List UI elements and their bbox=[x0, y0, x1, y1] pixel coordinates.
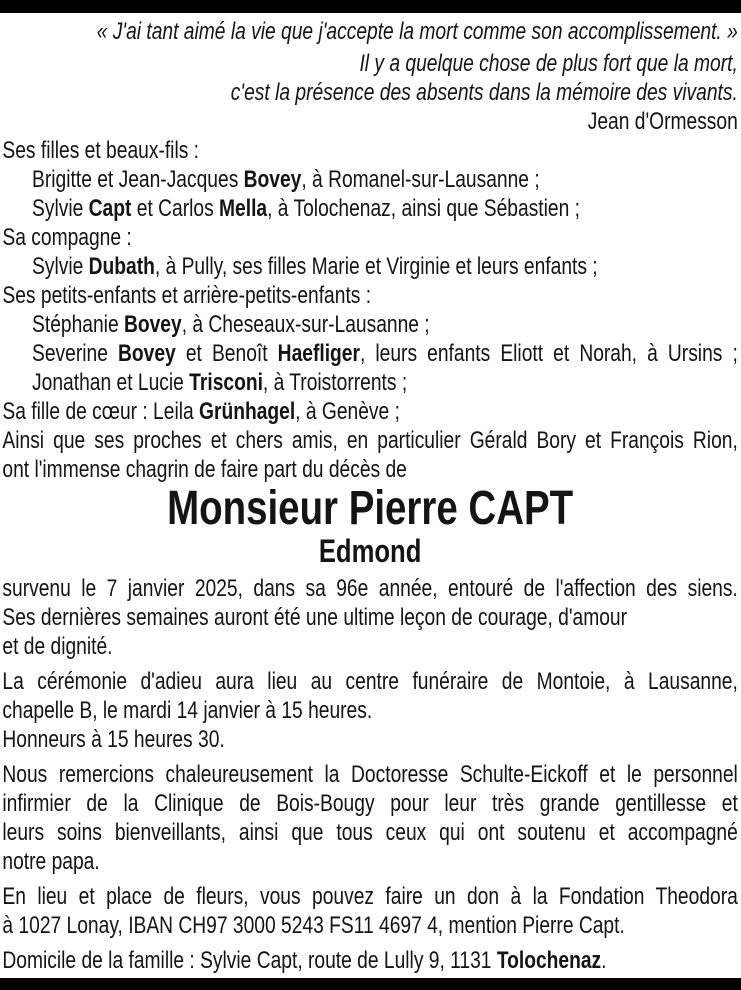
text-segment: ont l'immense chagrin de faire part du décès de bbox=[2, 456, 407, 483]
text-line bbox=[2, 368, 737, 397]
quote-line-3: c'est la présence des absents dans la mémoire des vivants. bbox=[230, 79, 738, 106]
text-segment: , à Genève ; bbox=[295, 398, 400, 425]
text-segment: , à Cheseaux-sur-Lausanne ; bbox=[181, 311, 430, 338]
text-segment: Ses dernières semaines auront été une ultime leçon de courage, d'amour bbox=[2, 604, 628, 631]
text-line bbox=[2, 911, 737, 940]
text-segment: Ses petits-enfants et arrière-petits-enfants : bbox=[2, 282, 372, 309]
bold-surname-text: Grünhagel bbox=[199, 398, 296, 425]
text-line bbox=[2, 136, 737, 165]
text-line bbox=[2, 603, 737, 632]
text-segment: leurs soins bienveillants, ainsi que tous ceux qui ont soutenu et accompagné bbox=[2, 819, 738, 846]
opening-quote-block bbox=[2, 17, 737, 136]
text-line bbox=[2, 194, 737, 223]
text-segment: survenu le 7 janvier 2025, dans sa 96e année, entouré de l'affection des siens. bbox=[2, 575, 738, 602]
bottom-border-bar bbox=[0, 978, 741, 990]
family-address-paragraph bbox=[2, 946, 737, 975]
text-segment: Brigitte et Jean-Jacques bbox=[32, 166, 244, 193]
text-segment: et Benoît bbox=[175, 340, 278, 367]
text-segment: et Carlos bbox=[131, 195, 220, 222]
text-segment: Sylvie bbox=[32, 253, 89, 280]
text-segment: notre papa. bbox=[2, 848, 100, 875]
text-segment: , à Troistorrents ; bbox=[262, 369, 408, 396]
text-segment: Stéphanie bbox=[32, 311, 124, 338]
text-segment: Ses filles et beaux-fils : bbox=[2, 137, 200, 164]
bold-surname-text: Haefliger bbox=[277, 340, 360, 367]
text-segment: et de dignité. bbox=[2, 633, 113, 660]
text-line bbox=[2, 165, 737, 194]
text-segment: , à Tolochenaz, ainsi que Sébastien ; bbox=[267, 195, 580, 222]
text-line bbox=[2, 223, 737, 252]
text-segment: . bbox=[601, 947, 607, 974]
death-announcement-paragraph bbox=[2, 574, 737, 661]
donation-paragraph bbox=[2, 882, 737, 940]
deceased-middle-name: Edmond bbox=[318, 533, 422, 569]
text-segment: Jonathan et Lucie bbox=[32, 369, 190, 396]
text-line bbox=[2, 455, 737, 484]
family-listing-section bbox=[2, 136, 737, 484]
bold-surname-text: Tolochenaz bbox=[496, 947, 602, 974]
text-segment: infirmier de la Clinique de Bois-Bougy pour leur très grande gentillesse et bbox=[2, 790, 738, 817]
text-line bbox=[2, 818, 737, 847]
bold-surname-text: Bovey bbox=[243, 166, 302, 193]
bold-surname-text: Trisconi bbox=[189, 369, 263, 396]
quote-line-1: « J'ai tant aimé la vie que j'accepte la mort comme son accomplissement. » bbox=[96, 18, 738, 45]
text-segment: Severine bbox=[32, 340, 119, 367]
bold-surname-text: Bovey bbox=[123, 311, 182, 338]
text-line bbox=[2, 725, 737, 754]
text-segment: , à Pully, ses filles Marie et Virginie et leurs enfants ; bbox=[154, 253, 598, 280]
text-line bbox=[2, 252, 737, 281]
text-line bbox=[2, 696, 737, 725]
thanks-paragraph bbox=[2, 760, 737, 876]
text-line bbox=[2, 667, 737, 696]
top-border-bar bbox=[0, 0, 741, 13]
text-segment: chapelle B, le mardi 14 janvier à 15 heures. bbox=[2, 697, 373, 724]
text-segment: La cérémonie d'adieu aura lieu au centre funéraire de Montoie, à Lausanne, bbox=[2, 668, 738, 695]
text-line bbox=[2, 574, 737, 603]
text-line bbox=[2, 760, 737, 789]
text-line bbox=[2, 397, 737, 426]
text-line bbox=[2, 882, 737, 911]
quote-attribution: Jean d'Ormesson bbox=[587, 108, 738, 135]
deceased-name-title: Monsieur Pierre CAPT bbox=[167, 482, 574, 535]
text-segment: Sylvie bbox=[32, 195, 89, 222]
text-line bbox=[2, 946, 737, 975]
text-segment: , leurs enfants Eliott et Norah, à Ursins ; bbox=[359, 340, 738, 367]
text-segment: Nous remercions chaleureusement la Doctoresse Schulte-Eickoff et le personnel bbox=[2, 761, 738, 788]
quote-line-2: Il y a quelque chose de plus fort que la mort, bbox=[359, 50, 738, 77]
text-line bbox=[2, 310, 737, 339]
bold-surname-text: Capt bbox=[88, 195, 132, 222]
text-segment: , à Romanel-sur-Lausanne ; bbox=[301, 166, 540, 193]
text-segment: Sa compagne : bbox=[2, 224, 132, 251]
text-segment: Honneurs à 15 heures 30. bbox=[2, 726, 225, 753]
text-segment: En lieu et place de fleurs, vous pouvez faire un don à la Fondation Theodora bbox=[2, 883, 738, 910]
text-line bbox=[2, 847, 737, 876]
text-segment: Sa fille de cœur : Leila bbox=[2, 398, 200, 425]
text-line bbox=[2, 632, 737, 661]
text-line bbox=[2, 789, 737, 818]
text-segment: à 1027 Lonay, IBAN CH97 3000 5243 FS11 4697 4, mention Pierre Capt. bbox=[2, 912, 625, 939]
death-notice-document bbox=[0, 13, 741, 975]
bold-surname-text: Dubath bbox=[88, 253, 155, 280]
text-line bbox=[2, 281, 737, 310]
text-segment: Domicile de la famille : Sylvie Capt, route de Lully 9, 1131 bbox=[2, 947, 497, 974]
ceremony-paragraph bbox=[2, 667, 737, 754]
bold-surname-text: Bovey bbox=[118, 340, 176, 367]
bold-surname-text: Mella bbox=[219, 195, 268, 222]
text-segment: Ainsi que ses proches et chers amis, en particulier Gérald Bory et François Rion, bbox=[2, 427, 738, 454]
text-line bbox=[2, 339, 737, 368]
text-line bbox=[2, 426, 737, 455]
